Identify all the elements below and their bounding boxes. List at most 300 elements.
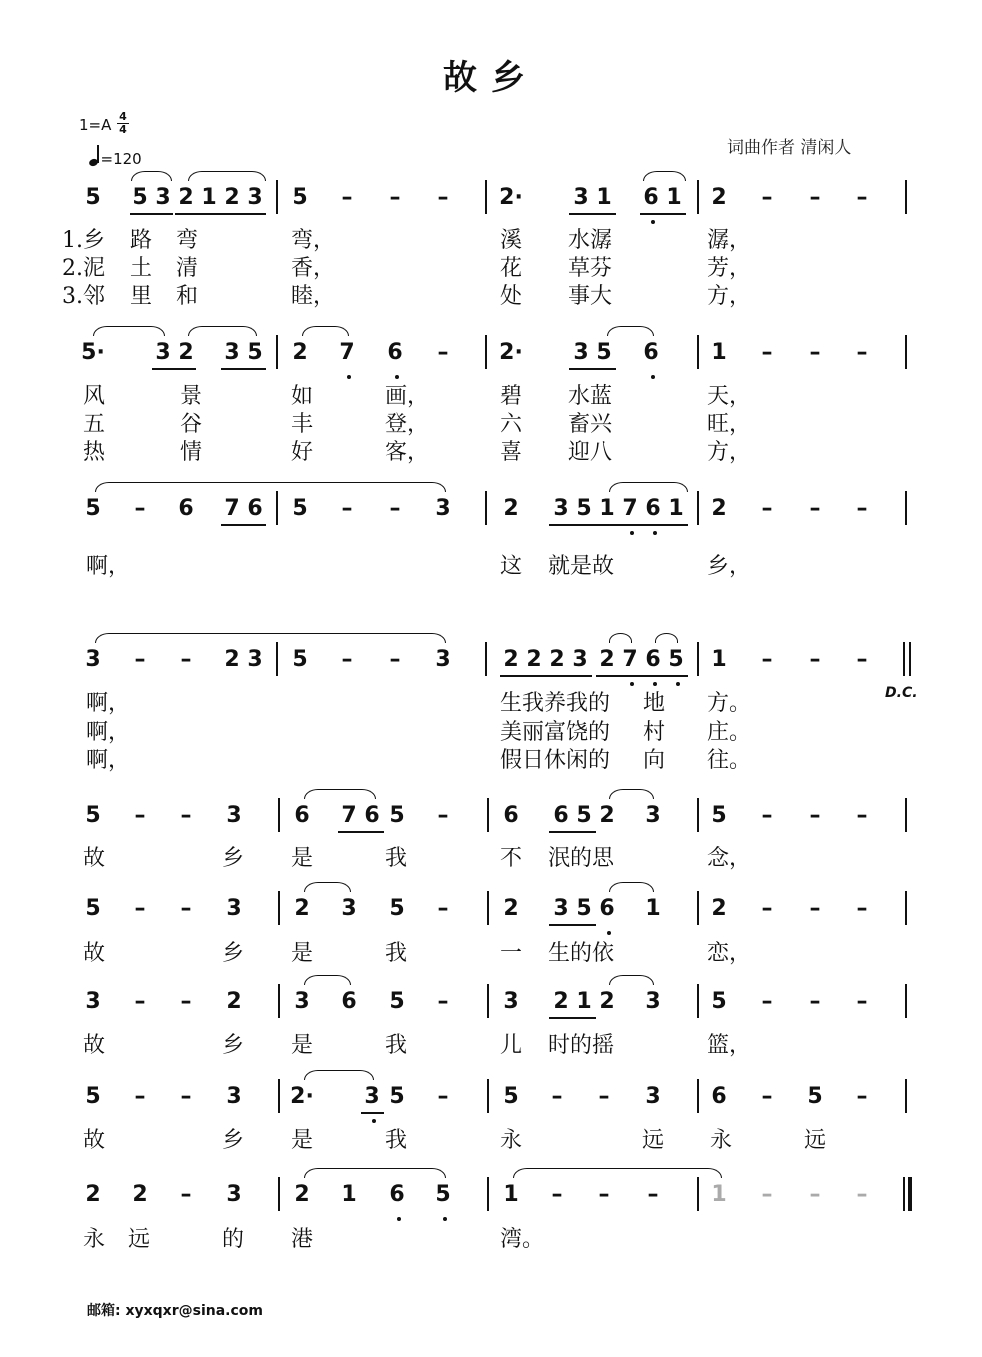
note: 1 xyxy=(599,496,615,521)
barline xyxy=(278,798,280,832)
note: 2 xyxy=(226,989,242,1014)
barline xyxy=(697,798,699,832)
lyric: 喜 xyxy=(500,440,523,465)
lyric: 里 xyxy=(130,284,153,309)
slur-arc xyxy=(188,326,257,336)
note: – xyxy=(389,185,401,210)
slur-arc xyxy=(643,171,686,181)
lyric: 不 xyxy=(500,846,523,871)
barline xyxy=(276,491,278,525)
note: – xyxy=(761,496,773,521)
lyric: 迎八 xyxy=(568,440,613,465)
lyric: 情 xyxy=(180,440,203,465)
note: 6 xyxy=(645,647,661,672)
note: – xyxy=(134,1084,146,1109)
slur-arc xyxy=(93,326,165,336)
note: – xyxy=(341,647,353,672)
note: 1 xyxy=(711,340,727,365)
barline xyxy=(487,1079,489,1113)
slur-arc xyxy=(609,789,654,799)
lyric: 乡 xyxy=(222,846,245,871)
note: – xyxy=(437,185,449,210)
lyric: 儿 xyxy=(500,1033,523,1058)
lyric: 草芬 xyxy=(568,256,613,281)
note: 5 xyxy=(389,989,405,1014)
note: 6 xyxy=(387,340,403,365)
slur-arc xyxy=(609,633,632,643)
note: 2 xyxy=(132,1182,148,1207)
lyric: 芳， xyxy=(707,256,752,281)
note: 6 xyxy=(364,803,380,828)
note: 3 xyxy=(85,989,101,1014)
lyric: 旺， xyxy=(707,412,752,437)
note: – xyxy=(389,496,401,521)
slur-arc xyxy=(513,1168,722,1178)
note: 6 xyxy=(341,989,357,1014)
note: – xyxy=(437,1084,449,1109)
barline xyxy=(697,1079,699,1113)
barline xyxy=(485,491,487,525)
lyric: 路 xyxy=(130,228,153,253)
note: 7 xyxy=(339,340,355,365)
barline xyxy=(485,180,487,214)
slur-arc xyxy=(95,633,446,643)
slur-arc xyxy=(304,1070,374,1080)
slur-arc xyxy=(304,975,351,985)
note: – xyxy=(761,1084,773,1109)
lyric: 啊， xyxy=(86,748,131,773)
contact-email: 邮箱: xyxqxr@sina.com xyxy=(87,1303,263,1319)
note: 1 xyxy=(341,1182,357,1207)
lyric: 念， xyxy=(707,846,752,871)
lyric: 远 xyxy=(128,1227,151,1252)
lyric: 香， xyxy=(291,256,336,281)
lyric: 我 xyxy=(385,1033,408,1058)
note: – xyxy=(761,647,773,672)
note: 5 xyxy=(292,185,308,210)
note: 2 xyxy=(503,896,519,921)
lyric: 故 xyxy=(83,846,106,871)
lyric: 风 xyxy=(83,384,106,409)
lyric: 湾。 xyxy=(500,1227,545,1252)
note: – xyxy=(809,185,821,210)
note: 2 xyxy=(553,989,569,1014)
low-octave-dot xyxy=(676,682,680,686)
note: 3 xyxy=(553,896,569,921)
note: 5 xyxy=(503,1084,519,1109)
lyric: 方。 xyxy=(707,691,752,716)
barline xyxy=(905,891,907,925)
barline xyxy=(487,798,489,832)
lyric: 客， xyxy=(385,440,430,465)
slur-arc xyxy=(304,882,351,892)
lyric: 画， xyxy=(385,384,430,409)
note: 7 xyxy=(341,803,357,828)
lyric: 我 xyxy=(385,941,408,966)
lyric: 清 xyxy=(176,256,199,281)
lyric: 这 xyxy=(500,554,523,579)
note: 3 xyxy=(155,340,171,365)
barline xyxy=(278,984,280,1018)
note: – xyxy=(856,647,868,672)
note: – xyxy=(180,647,192,672)
lyric: 是 xyxy=(291,1033,314,1058)
lyric: 热 xyxy=(83,440,106,465)
note: 2 xyxy=(599,647,615,672)
note: 5· xyxy=(81,340,105,365)
note: 1 xyxy=(645,896,661,921)
note: – xyxy=(761,803,773,828)
note: 6 xyxy=(247,496,263,521)
note: 5 xyxy=(711,989,727,1014)
lyric: 啊， xyxy=(86,720,131,745)
note: 3 xyxy=(435,647,451,672)
note: – xyxy=(551,1182,563,1207)
note: 5 xyxy=(711,803,727,828)
lyric: 丰 xyxy=(291,412,314,437)
barline xyxy=(697,1177,699,1211)
low-octave-dot xyxy=(347,375,351,379)
lyric: 就是故 xyxy=(548,554,615,579)
note: 1 xyxy=(666,185,682,210)
note: 5 xyxy=(807,1084,823,1109)
beam-underline xyxy=(596,524,688,526)
note: 5 xyxy=(85,496,101,521)
note: 6 xyxy=(643,340,659,365)
low-octave-dot xyxy=(653,531,657,535)
barline xyxy=(485,335,487,369)
note: – xyxy=(761,340,773,365)
note: 5 xyxy=(292,496,308,521)
lyric: 事大 xyxy=(568,284,613,309)
note: – xyxy=(809,647,821,672)
note: 1 xyxy=(201,185,217,210)
lyric: 溪 xyxy=(500,228,523,253)
lyric: 永 xyxy=(83,1227,106,1252)
note: 1 xyxy=(503,1182,519,1207)
note: 3 xyxy=(226,1084,242,1109)
lyric: 生的依 xyxy=(548,941,615,966)
note: 7 xyxy=(622,647,638,672)
beam-underline xyxy=(130,213,173,215)
note: 7 xyxy=(224,496,240,521)
note: 1 xyxy=(576,989,592,1014)
note: 7 xyxy=(622,496,638,521)
note: – xyxy=(180,896,192,921)
beam-underline xyxy=(338,831,384,833)
quarter-note-stem xyxy=(97,145,99,163)
note: – xyxy=(437,896,449,921)
note: 3 xyxy=(553,496,569,521)
beam-underline xyxy=(221,524,266,526)
note: 3 xyxy=(341,896,357,921)
lyric: 睦， xyxy=(291,284,336,309)
note: 5 xyxy=(85,896,101,921)
lyric: 乡 xyxy=(222,941,245,966)
time-signature xyxy=(117,111,129,136)
lyric: 我 xyxy=(385,1128,408,1153)
note: 2 xyxy=(599,989,615,1014)
note: – xyxy=(856,896,868,921)
beam-underline xyxy=(221,368,266,370)
low-octave-dot xyxy=(651,375,655,379)
lyric: 六 xyxy=(500,412,523,437)
lyric: 故 xyxy=(83,941,106,966)
note: 3 xyxy=(645,1084,661,1109)
lyric: 处 xyxy=(500,284,523,309)
lyric: 方， xyxy=(707,284,752,309)
note: – xyxy=(134,803,146,828)
note: – xyxy=(134,896,146,921)
note: 6 xyxy=(643,185,659,210)
note: 2· xyxy=(499,340,523,365)
key-signature: 1=A xyxy=(79,116,112,134)
lyric: 港 xyxy=(291,1227,314,1252)
barline xyxy=(487,984,489,1018)
note: – xyxy=(856,1084,868,1109)
note: – xyxy=(809,896,821,921)
note: 3 xyxy=(247,185,263,210)
note: 5 xyxy=(247,340,263,365)
barline xyxy=(276,335,278,369)
slur-arc xyxy=(188,171,266,181)
low-octave-dot xyxy=(397,1217,401,1221)
lyric: 村 xyxy=(643,720,666,745)
beam-underline xyxy=(152,368,196,370)
barline xyxy=(905,335,907,369)
barline xyxy=(697,642,699,676)
barline xyxy=(697,891,699,925)
low-octave-dot xyxy=(372,1119,376,1123)
note: 3 xyxy=(572,647,588,672)
note: 3 xyxy=(645,989,661,1014)
note: 5 xyxy=(132,185,148,210)
beam-underline xyxy=(640,213,686,215)
note: – xyxy=(856,1182,868,1207)
lyric: 庄。 xyxy=(707,720,752,745)
note: 3 xyxy=(226,896,242,921)
lyric: 美丽富饶的 xyxy=(500,720,611,745)
beam-underline xyxy=(596,675,688,677)
slur-arc xyxy=(131,171,172,181)
note: 3 xyxy=(226,803,242,828)
low-octave-dot xyxy=(630,682,634,686)
lyric: 乡 xyxy=(222,1128,245,1153)
note: – xyxy=(856,496,868,521)
low-octave-dot xyxy=(395,375,399,379)
note: 3 xyxy=(224,340,240,365)
note: 6 xyxy=(599,896,615,921)
lyric: 啊， xyxy=(86,691,131,716)
barline xyxy=(278,891,280,925)
note: – xyxy=(598,1182,610,1207)
barline xyxy=(905,180,907,214)
note: 2 xyxy=(294,896,310,921)
lyric: 向 xyxy=(643,748,666,773)
note: 2· xyxy=(290,1084,314,1109)
note: – xyxy=(809,496,821,521)
slur-arc xyxy=(304,1168,446,1178)
note: – xyxy=(134,989,146,1014)
note: 3 xyxy=(573,340,589,365)
beam-underline xyxy=(175,213,266,215)
time-signature-bottom: 4 xyxy=(117,123,129,136)
lyric: 方， xyxy=(707,440,752,465)
beam-underline xyxy=(569,213,616,215)
note: 2 xyxy=(224,185,240,210)
note: 2 xyxy=(178,340,194,365)
note: 5 xyxy=(576,803,592,828)
note: – xyxy=(761,896,773,921)
note: 5 xyxy=(576,496,592,521)
note: 2 xyxy=(85,1182,101,1207)
note: 3 xyxy=(435,496,451,521)
barline xyxy=(278,1079,280,1113)
lyric: 恋， xyxy=(707,941,752,966)
note: 5 xyxy=(85,803,101,828)
note: 5 xyxy=(596,340,612,365)
slur-arc xyxy=(609,975,654,985)
note: 5 xyxy=(292,647,308,672)
slur-arc xyxy=(609,482,688,492)
lyric: 和 xyxy=(176,284,199,309)
lyric: 景 xyxy=(180,384,203,409)
lyric: 弯， xyxy=(291,228,336,253)
note: 6 xyxy=(294,803,310,828)
lyric: 3.邻 xyxy=(62,284,105,309)
note: – xyxy=(598,1084,610,1109)
note: 3 xyxy=(226,1182,242,1207)
barline xyxy=(905,798,907,832)
note: 3 xyxy=(294,989,310,1014)
note: 2 xyxy=(711,896,727,921)
note: 3 xyxy=(503,989,519,1014)
double-barline xyxy=(903,642,911,676)
note: 2 xyxy=(711,496,727,521)
lyric: 天， xyxy=(707,384,752,409)
lyric: 一 xyxy=(500,941,523,966)
low-octave-dot xyxy=(630,531,634,535)
lyric: 篮， xyxy=(707,1033,752,1058)
note: 5 xyxy=(435,1182,451,1207)
note: – xyxy=(856,989,868,1014)
barline xyxy=(487,1177,489,1211)
note: 6 xyxy=(553,803,569,828)
note: – xyxy=(809,803,821,828)
low-octave-dot xyxy=(443,1217,447,1221)
lyric: 往。 xyxy=(707,748,752,773)
lyric: 永 xyxy=(500,1128,523,1153)
beam-underline xyxy=(361,1112,384,1114)
note: 3 xyxy=(85,647,101,672)
barline xyxy=(485,642,487,676)
note: 5 xyxy=(389,896,405,921)
lyric: 生我养我的 xyxy=(500,691,611,716)
low-octave-dot xyxy=(607,931,611,935)
beam-underline xyxy=(549,831,596,833)
note: – xyxy=(180,1084,192,1109)
note: 1 xyxy=(596,185,612,210)
slur-arc xyxy=(95,482,446,492)
note: 2 xyxy=(599,803,615,828)
note: – xyxy=(809,1182,821,1207)
note: 2 xyxy=(294,1182,310,1207)
note: – xyxy=(856,185,868,210)
note: – xyxy=(761,989,773,1014)
lyric: 故 xyxy=(83,1033,106,1058)
lyric: 弯 xyxy=(176,228,199,253)
note: – xyxy=(856,340,868,365)
slur-arc xyxy=(655,633,678,643)
lyric: 是 xyxy=(291,1128,314,1153)
composer-credit: 词曲作者 清闲人 xyxy=(727,138,852,158)
note: 6 xyxy=(645,496,661,521)
lyric: 畜兴 xyxy=(568,412,613,437)
note: – xyxy=(437,989,449,1014)
lyric: 潺， xyxy=(707,228,752,253)
lyric: 故 xyxy=(83,1128,106,1153)
barline xyxy=(697,491,699,525)
barline xyxy=(276,642,278,676)
barline xyxy=(697,180,699,214)
lyric: 时的摇 xyxy=(548,1033,615,1058)
note: 2 xyxy=(549,647,565,672)
slur-arc xyxy=(304,789,376,799)
lyric: 我 xyxy=(385,846,408,871)
note: 3 xyxy=(364,1084,380,1109)
tempo-value: =120 xyxy=(100,150,142,168)
tempo-marking xyxy=(89,146,142,168)
barline xyxy=(276,180,278,214)
note: 2 xyxy=(711,185,727,210)
note: 2 xyxy=(292,340,308,365)
note: 2 xyxy=(503,496,519,521)
lyric: 的 xyxy=(222,1227,245,1252)
barline xyxy=(905,1079,907,1113)
lyric: 2.泥 xyxy=(62,256,105,281)
lyric: 谷 xyxy=(180,412,203,437)
note: 3 xyxy=(155,185,171,210)
note: – xyxy=(341,496,353,521)
note: 6 xyxy=(711,1084,727,1109)
note: 1 xyxy=(711,647,727,672)
final-barline xyxy=(903,1177,912,1211)
note: 6 xyxy=(178,496,194,521)
note: 6 xyxy=(389,1182,405,1207)
barline xyxy=(905,491,907,525)
note: – xyxy=(437,803,449,828)
note: 5 xyxy=(85,1084,101,1109)
note: 1 xyxy=(711,1182,727,1207)
note: 3 xyxy=(645,803,661,828)
lyric: 土 xyxy=(130,256,153,281)
note: – xyxy=(647,1182,659,1207)
note: – xyxy=(551,1084,563,1109)
low-octave-dot xyxy=(653,682,657,686)
lyric: 如 xyxy=(291,384,314,409)
lyric: 地 xyxy=(643,691,666,716)
beam-underline xyxy=(500,675,592,677)
note: – xyxy=(761,185,773,210)
lyric: 水蓝 xyxy=(568,384,613,409)
lyric: 啊， xyxy=(86,554,131,579)
note: – xyxy=(809,989,821,1014)
note: 1 xyxy=(668,496,684,521)
note: – xyxy=(341,185,353,210)
lyric: 花 xyxy=(500,256,523,281)
lyric: 是 xyxy=(291,941,314,966)
barline xyxy=(278,1177,280,1211)
